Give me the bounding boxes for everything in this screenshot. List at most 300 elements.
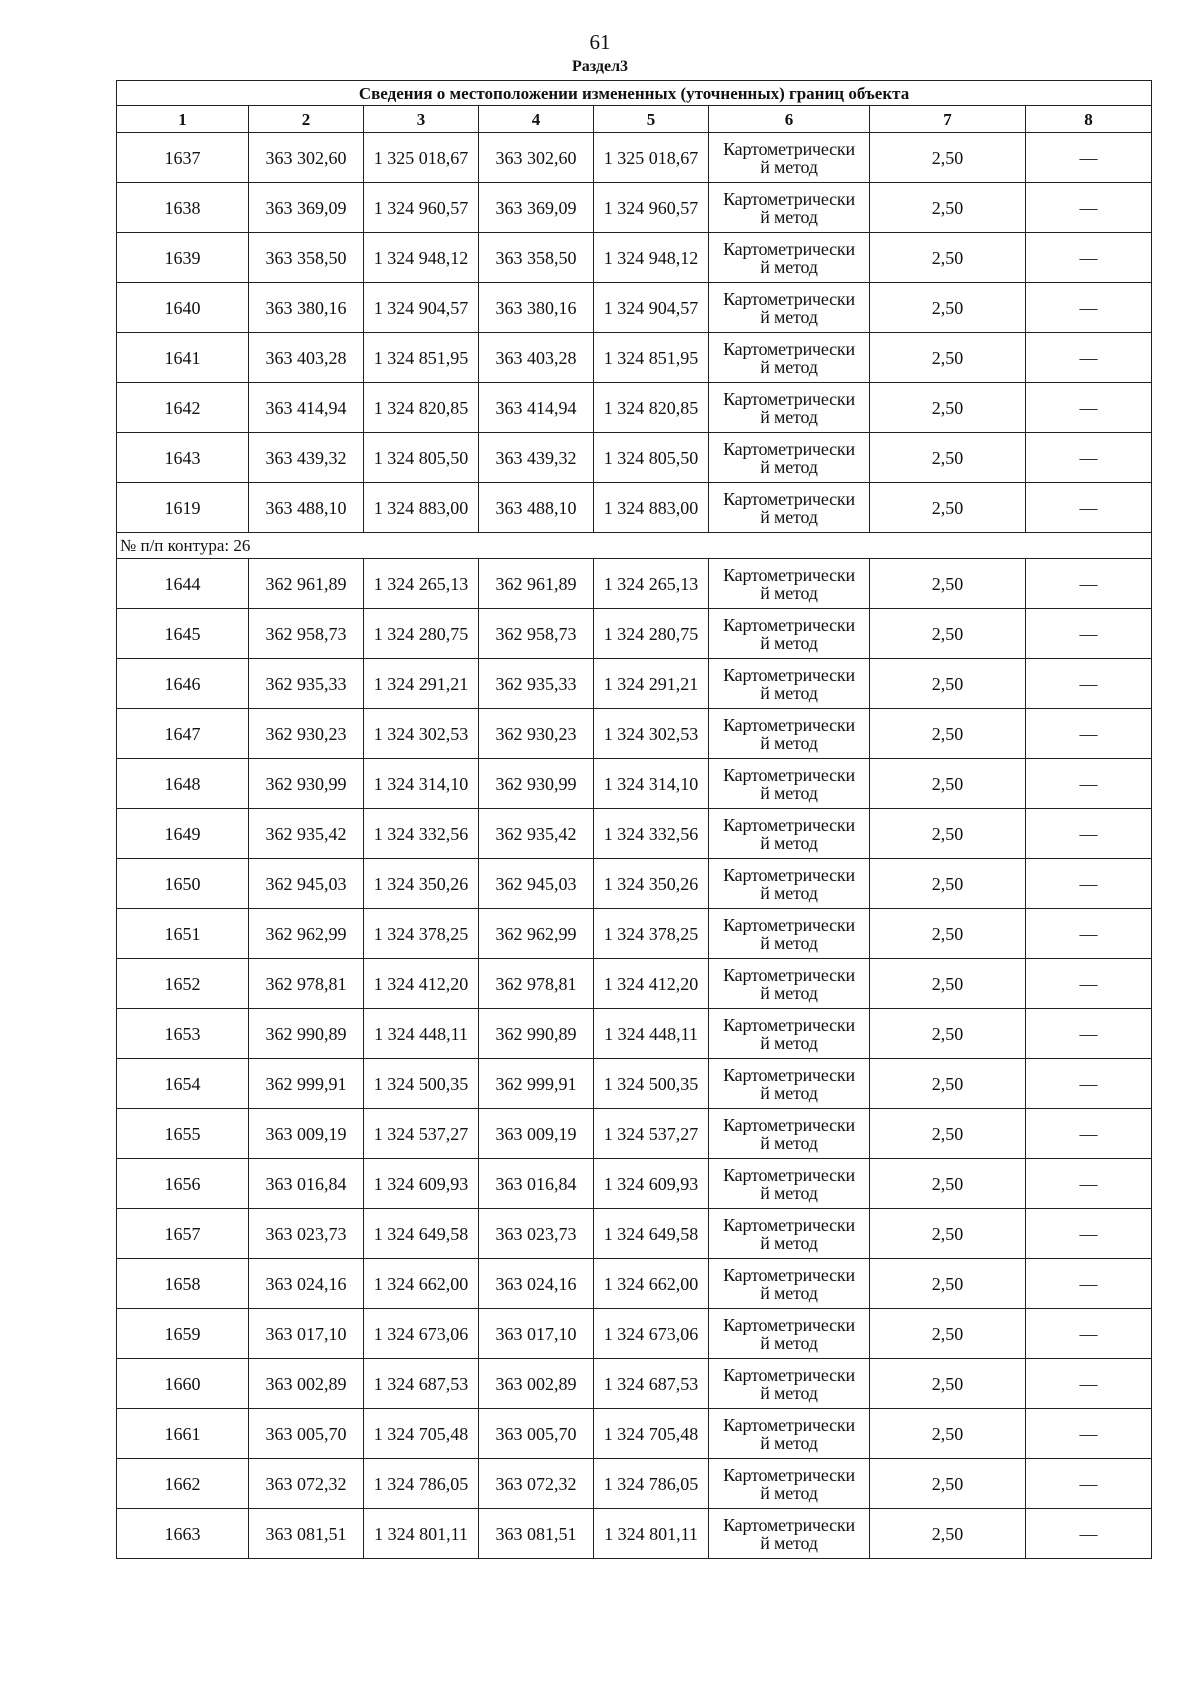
method-text: й метод bbox=[760, 1432, 818, 1453]
method-text: й метод bbox=[760, 1332, 818, 1353]
method-cell bbox=[709, 333, 870, 383]
table-cell: 1 324 687,53 bbox=[594, 1359, 709, 1409]
table-cell: — bbox=[1026, 1409, 1152, 1459]
table-cell: — bbox=[1026, 1309, 1152, 1359]
table-cell: — bbox=[1026, 333, 1152, 383]
table-body bbox=[117, 133, 1152, 1559]
table-row bbox=[117, 1509, 1152, 1559]
method-cell bbox=[709, 759, 870, 809]
method-cell bbox=[709, 959, 870, 1009]
table-cell: 363 005,70 bbox=[249, 1409, 364, 1459]
table-cell: 363 023,73 bbox=[479, 1209, 594, 1259]
table-cell: 2,50 bbox=[870, 1159, 1026, 1209]
method-text: й метод bbox=[760, 1232, 818, 1253]
table-cell: 1644 bbox=[117, 559, 249, 609]
table-cell: 363 358,50 bbox=[249, 233, 364, 283]
table-cell: 363 488,10 bbox=[249, 483, 364, 533]
table-row bbox=[117, 859, 1152, 909]
table-cell: 1 324 851,95 bbox=[364, 333, 479, 383]
method-text: Картометрически bbox=[723, 1214, 855, 1235]
table-cell: 362 958,73 bbox=[479, 609, 594, 659]
table-cell: 1 324 350,26 bbox=[594, 859, 709, 909]
table-cell: 1 324 291,21 bbox=[364, 659, 479, 709]
method-cell bbox=[709, 433, 870, 483]
method-cell bbox=[709, 1509, 870, 1559]
section-title: Раздел3 bbox=[571, 58, 629, 75]
table-cell: 363 380,16 bbox=[249, 283, 364, 333]
table-cell: 363 009,19 bbox=[249, 1109, 364, 1159]
table-cell: — bbox=[1026, 1509, 1152, 1559]
method-text: Картометрически bbox=[723, 764, 855, 785]
table-cell: 1 324 883,00 bbox=[364, 483, 479, 533]
table-cell: 1 324 265,13 bbox=[364, 559, 479, 609]
table-cell: 363 380,16 bbox=[479, 283, 594, 333]
method-text: Картометрически bbox=[723, 238, 855, 259]
method-cell bbox=[709, 1459, 870, 1509]
table-cell: 2,50 bbox=[870, 433, 1026, 483]
contour-label-row bbox=[117, 533, 1152, 559]
method-cell bbox=[709, 559, 870, 609]
table-cell: 1619 bbox=[117, 483, 249, 533]
column-header: 7 bbox=[870, 106, 1026, 133]
table-cell: 362 962,99 bbox=[249, 909, 364, 959]
table-row bbox=[117, 1159, 1152, 1209]
table-cell: 1650 bbox=[117, 859, 249, 909]
table-cell: 362 930,99 bbox=[479, 759, 594, 809]
table-row bbox=[117, 1259, 1152, 1309]
table-cell: 1 324 687,53 bbox=[364, 1359, 479, 1409]
column-header-row bbox=[117, 106, 1152, 133]
table-cell: 363 488,10 bbox=[479, 483, 594, 533]
table-cell: 363 017,10 bbox=[479, 1309, 594, 1359]
table-cell: 2,50 bbox=[870, 1259, 1026, 1309]
table-cell: 2,50 bbox=[870, 909, 1026, 959]
method-text: Картометрически bbox=[723, 864, 855, 885]
table-cell: — bbox=[1026, 1009, 1152, 1059]
method-text: Картометрически bbox=[723, 288, 855, 309]
table-cell: 1655 bbox=[117, 1109, 249, 1159]
method-text: Картометрически bbox=[723, 714, 855, 735]
table-cell: — bbox=[1026, 483, 1152, 533]
method-text: Картометрически bbox=[723, 914, 855, 935]
method-text: й метод bbox=[760, 406, 818, 427]
table-cell: 1 324 851,95 bbox=[594, 333, 709, 383]
method-cell bbox=[709, 1259, 870, 1309]
table-cell: 362 962,99 bbox=[479, 909, 594, 959]
table-cell: 1658 bbox=[117, 1259, 249, 1309]
table-cell: 1645 bbox=[117, 609, 249, 659]
table-cell: 1 324 412,20 bbox=[364, 959, 479, 1009]
table-cell: 362 999,91 bbox=[479, 1059, 594, 1109]
method-cell bbox=[709, 1059, 870, 1109]
table-cell: 1641 bbox=[117, 333, 249, 383]
table-cell: 1 324 378,25 bbox=[364, 909, 479, 959]
table-cell: 363 414,94 bbox=[479, 383, 594, 433]
table-cell: 1 325 018,67 bbox=[364, 133, 479, 183]
table-cell: 362 935,42 bbox=[249, 809, 364, 859]
table-cell: — bbox=[1026, 183, 1152, 233]
table-cell: 2,50 bbox=[870, 759, 1026, 809]
method-text: й метод bbox=[760, 1382, 818, 1403]
method-cell bbox=[709, 483, 870, 533]
table-cell: — bbox=[1026, 433, 1152, 483]
method-text: й метод bbox=[760, 832, 818, 853]
method-text: Картометрически bbox=[723, 1114, 855, 1135]
table-row bbox=[117, 1009, 1152, 1059]
table-cell: — bbox=[1026, 133, 1152, 183]
table-cell: 1660 bbox=[117, 1359, 249, 1409]
table-cell: 1 324 265,13 bbox=[594, 559, 709, 609]
table-row bbox=[117, 233, 1152, 283]
table-row bbox=[117, 1209, 1152, 1259]
table-cell: 363 023,73 bbox=[249, 1209, 364, 1259]
table-cell: 363 005,70 bbox=[479, 1409, 594, 1459]
method-text: Картометрически bbox=[723, 1514, 855, 1535]
table-cell: 363 024,16 bbox=[249, 1259, 364, 1309]
table-cell: 1 324 662,00 bbox=[364, 1259, 479, 1309]
table-cell: 363 302,60 bbox=[249, 133, 364, 183]
table-cell: 1 324 291,21 bbox=[594, 659, 709, 709]
table-cell: 362 930,23 bbox=[479, 709, 594, 759]
table-cell: 1 324 609,93 bbox=[594, 1159, 709, 1209]
table-cell: 1 325 018,67 bbox=[594, 133, 709, 183]
table-cell: — bbox=[1026, 959, 1152, 1009]
method-text: Картометрически bbox=[723, 1014, 855, 1035]
column-header: 5 bbox=[594, 106, 709, 133]
table-cell: 1 324 904,57 bbox=[364, 283, 479, 333]
method-text: й метод bbox=[760, 306, 818, 327]
table-cell: 1 324 801,11 bbox=[594, 1509, 709, 1559]
table-cell: 1 324 378,25 bbox=[594, 909, 709, 959]
table-cell: — bbox=[1026, 1109, 1152, 1159]
table-cell: 1 324 786,05 bbox=[364, 1459, 479, 1509]
method-text: Картометрически bbox=[723, 488, 855, 509]
table-cell: 1 324 332,56 bbox=[364, 809, 479, 859]
table-row bbox=[117, 133, 1152, 183]
table-cell: — bbox=[1026, 1259, 1152, 1309]
table-cell: 1 324 948,12 bbox=[364, 233, 479, 283]
table-row bbox=[117, 609, 1152, 659]
method-text: й метод bbox=[760, 1082, 818, 1103]
table-cell: 1 324 537,27 bbox=[594, 1109, 709, 1159]
table-cell: — bbox=[1026, 859, 1152, 909]
table-row bbox=[117, 809, 1152, 859]
table-cell: 2,50 bbox=[870, 283, 1026, 333]
table-cell: 1 324 705,48 bbox=[364, 1409, 479, 1459]
page-number: 61 bbox=[589, 30, 611, 54]
table-cell: 363 016,84 bbox=[249, 1159, 364, 1209]
table-cell: 1637 bbox=[117, 133, 249, 183]
table-cell: 1662 bbox=[117, 1459, 249, 1509]
method-text: й метод bbox=[760, 206, 818, 227]
method-text: Картометрически bbox=[723, 814, 855, 835]
table-cell: 1643 bbox=[117, 433, 249, 483]
table-cell: — bbox=[1026, 609, 1152, 659]
table-cell: 1 324 314,10 bbox=[594, 759, 709, 809]
table-cell: 1656 bbox=[117, 1159, 249, 1209]
table-row bbox=[117, 1409, 1152, 1459]
table-cell: 363 358,50 bbox=[479, 233, 594, 283]
method-text: Картометрически bbox=[723, 138, 855, 159]
method-text: й метод bbox=[760, 732, 818, 753]
table-cell: 1 324 302,53 bbox=[594, 709, 709, 759]
column-header: 1 bbox=[117, 106, 249, 133]
table-cell: 1642 bbox=[117, 383, 249, 433]
table-cell: 1 324 500,35 bbox=[364, 1059, 479, 1109]
method-text: Картометрически bbox=[723, 1414, 855, 1435]
table-cell: 2,50 bbox=[870, 1109, 1026, 1159]
table-cell: 1 324 801,11 bbox=[364, 1509, 479, 1559]
boundary-table bbox=[116, 80, 1152, 1559]
table-cell: 363 017,10 bbox=[249, 1309, 364, 1359]
table-cell: 1 324 314,10 bbox=[364, 759, 479, 809]
method-text: Картометрически bbox=[723, 564, 855, 585]
method-text: Картометрически bbox=[723, 438, 855, 459]
table-cell: 363 302,60 bbox=[479, 133, 594, 183]
method-text: й метод bbox=[760, 582, 818, 603]
table-cell: 362 999,91 bbox=[249, 1059, 364, 1109]
method-text: Картометрически bbox=[723, 1264, 855, 1285]
table-row bbox=[117, 559, 1152, 609]
table-cell: 1 324 649,58 bbox=[594, 1209, 709, 1259]
table-cell: 2,50 bbox=[870, 709, 1026, 759]
table-cell: 1 324 537,27 bbox=[364, 1109, 479, 1159]
table-cell: 363 439,32 bbox=[479, 433, 594, 483]
method-text: Картометрически bbox=[723, 664, 855, 685]
table-cell: 1 324 805,50 bbox=[364, 433, 479, 483]
table-cell: 1 324 673,06 bbox=[594, 1309, 709, 1359]
table-row bbox=[117, 433, 1152, 483]
method-cell bbox=[709, 1109, 870, 1159]
table-cell: 2,50 bbox=[870, 859, 1026, 909]
table-cell: 2,50 bbox=[870, 133, 1026, 183]
table-cell: 1659 bbox=[117, 1309, 249, 1359]
method-text: Картометрически bbox=[723, 188, 855, 209]
table-title: Сведения о местоположении измененных (уточненных) границ объекта bbox=[117, 81, 1152, 106]
table-cell: 2,50 bbox=[870, 559, 1026, 609]
table-cell: 363 009,19 bbox=[479, 1109, 594, 1159]
table-row bbox=[117, 283, 1152, 333]
table-cell: 1 324 786,05 bbox=[594, 1459, 709, 1509]
method-cell bbox=[709, 283, 870, 333]
table-cell: — bbox=[1026, 809, 1152, 859]
table-cell: 362 958,73 bbox=[249, 609, 364, 659]
table-cell: — bbox=[1026, 383, 1152, 433]
table-row bbox=[117, 1359, 1152, 1409]
table-row bbox=[117, 1109, 1152, 1159]
column-header: 3 bbox=[364, 106, 479, 133]
method-cell bbox=[709, 233, 870, 283]
table-cell: 1640 bbox=[117, 283, 249, 333]
table-cell: — bbox=[1026, 233, 1152, 283]
method-text: й метод bbox=[760, 1482, 818, 1503]
table-cell: 363 403,28 bbox=[479, 333, 594, 383]
table-row bbox=[117, 959, 1152, 1009]
table-cell: 362 935,42 bbox=[479, 809, 594, 859]
table-cell: 1654 bbox=[117, 1059, 249, 1109]
table-cell: 2,50 bbox=[870, 1209, 1026, 1259]
column-header: 4 bbox=[479, 106, 594, 133]
table-cell: 362 935,33 bbox=[249, 659, 364, 709]
table-cell: 362 990,89 bbox=[479, 1009, 594, 1059]
table-cell: 1652 bbox=[117, 959, 249, 1009]
table-row bbox=[117, 759, 1152, 809]
table-cell: 1 324 820,85 bbox=[594, 383, 709, 433]
table-cell: — bbox=[1026, 909, 1152, 959]
table-cell: 362 961,89 bbox=[249, 559, 364, 609]
table-cell: — bbox=[1026, 559, 1152, 609]
table-cell: 1 324 500,35 bbox=[594, 1059, 709, 1109]
column-header: 8 bbox=[1026, 106, 1152, 133]
table-cell: 2,50 bbox=[870, 183, 1026, 233]
table-cell: 1639 bbox=[117, 233, 249, 283]
table-cell: 363 002,89 bbox=[479, 1359, 594, 1409]
table-cell: 2,50 bbox=[870, 383, 1026, 433]
method-text: й метод bbox=[760, 1032, 818, 1053]
table-cell: 1 324 350,26 bbox=[364, 859, 479, 909]
table-cell: 363 369,09 bbox=[479, 183, 594, 233]
table-row bbox=[117, 483, 1152, 533]
table-cell: 1653 bbox=[117, 1009, 249, 1059]
table-cell: 363 369,09 bbox=[249, 183, 364, 233]
table-cell: 2,50 bbox=[870, 1009, 1026, 1059]
method-text: Картометрически bbox=[723, 1064, 855, 1085]
table-row bbox=[117, 383, 1152, 433]
table-cell: 1 324 649,58 bbox=[364, 1209, 479, 1259]
method-cell bbox=[709, 859, 870, 909]
method-text: й метод bbox=[760, 882, 818, 903]
table-cell: 2,50 bbox=[870, 233, 1026, 283]
method-text: й метод bbox=[760, 1532, 818, 1553]
table-cell: 1 324 904,57 bbox=[594, 283, 709, 333]
table-cell: 362 935,33 bbox=[479, 659, 594, 709]
table-cell: 1 324 412,20 bbox=[594, 959, 709, 1009]
table-cell: — bbox=[1026, 709, 1152, 759]
table-cell: 2,50 bbox=[870, 1409, 1026, 1459]
table-cell: 1661 bbox=[117, 1409, 249, 1459]
table-row bbox=[117, 909, 1152, 959]
table-cell: 363 024,16 bbox=[479, 1259, 594, 1309]
method-text: й метод bbox=[760, 156, 818, 177]
method-text: й метод bbox=[760, 356, 818, 377]
method-cell bbox=[709, 1159, 870, 1209]
method-text: й метод bbox=[760, 632, 818, 653]
table-cell: — bbox=[1026, 1209, 1152, 1259]
table-cell: 363 081,51 bbox=[249, 1509, 364, 1559]
method-text: Картометрически bbox=[723, 964, 855, 985]
table-cell: 2,50 bbox=[870, 1359, 1026, 1409]
table-cell: 363 072,32 bbox=[479, 1459, 594, 1509]
contour-label: № п/п контура: 26 bbox=[117, 533, 1152, 559]
method-text: й метод bbox=[760, 932, 818, 953]
table-row bbox=[117, 1309, 1152, 1359]
table-cell: 2,50 bbox=[870, 1459, 1026, 1509]
method-cell bbox=[709, 1359, 870, 1409]
table-cell: 362 930,99 bbox=[249, 759, 364, 809]
table-cell: 362 945,03 bbox=[249, 859, 364, 909]
table-cell: — bbox=[1026, 659, 1152, 709]
method-cell bbox=[709, 383, 870, 433]
method-cell bbox=[709, 183, 870, 233]
table-cell: 1 324 705,48 bbox=[594, 1409, 709, 1459]
table-cell: 362 930,23 bbox=[249, 709, 364, 759]
table-cell: 1 324 280,75 bbox=[594, 609, 709, 659]
table-cell: 1 324 883,00 bbox=[594, 483, 709, 533]
method-text: Картометрически bbox=[723, 614, 855, 635]
method-cell bbox=[709, 1009, 870, 1059]
table-cell: 1646 bbox=[117, 659, 249, 709]
table-cell: 2,50 bbox=[870, 1309, 1026, 1359]
table-cell: 1648 bbox=[117, 759, 249, 809]
table-cell: 1 324 332,56 bbox=[594, 809, 709, 859]
table-cell: 2,50 bbox=[870, 1059, 1026, 1109]
method-text: Картометрически bbox=[723, 1314, 855, 1335]
method-text: й метод bbox=[760, 682, 818, 703]
table-cell: 1638 bbox=[117, 183, 249, 233]
method-text: й метод bbox=[760, 256, 818, 277]
table-cell: — bbox=[1026, 1459, 1152, 1509]
table-cell: — bbox=[1026, 1059, 1152, 1109]
table-cell: 2,50 bbox=[870, 659, 1026, 709]
table-row bbox=[117, 183, 1152, 233]
method-text: й метод bbox=[760, 1282, 818, 1303]
table-row bbox=[117, 333, 1152, 383]
table-cell: 362 945,03 bbox=[479, 859, 594, 909]
table-cell: — bbox=[1026, 1359, 1152, 1409]
method-cell bbox=[709, 909, 870, 959]
method-cell bbox=[709, 709, 870, 759]
method-cell bbox=[709, 1209, 870, 1259]
method-text: Картометрически bbox=[723, 1464, 855, 1485]
method-cell bbox=[709, 809, 870, 859]
table-cell: 1 324 280,75 bbox=[364, 609, 479, 659]
table-cell: 1 324 820,85 bbox=[364, 383, 479, 433]
table-cell: 362 978,81 bbox=[249, 959, 364, 1009]
table-row bbox=[117, 659, 1152, 709]
table-cell: 363 072,32 bbox=[249, 1459, 364, 1509]
table-cell: 1 324 448,11 bbox=[364, 1009, 479, 1059]
table-cell: 363 002,89 bbox=[249, 1359, 364, 1409]
method-cell bbox=[709, 1309, 870, 1359]
table-cell: 2,50 bbox=[870, 959, 1026, 1009]
table-row bbox=[117, 709, 1152, 759]
method-text: й метод bbox=[760, 506, 818, 527]
table-cell: 2,50 bbox=[870, 609, 1026, 659]
method-text: й метод bbox=[760, 982, 818, 1003]
column-header: 6 bbox=[709, 106, 870, 133]
table-cell: 1 324 673,06 bbox=[364, 1309, 479, 1359]
table-cell: 2,50 bbox=[870, 483, 1026, 533]
table-cell: 1 324 662,00 bbox=[594, 1259, 709, 1309]
table-cell: 1 324 448,11 bbox=[594, 1009, 709, 1059]
method-text: й метод bbox=[760, 456, 818, 477]
table-cell: 1649 bbox=[117, 809, 249, 859]
method-text: й метод bbox=[760, 1132, 818, 1153]
method-text: й метод bbox=[760, 1182, 818, 1203]
table-cell: 1 324 960,57 bbox=[364, 183, 479, 233]
table-cell: 362 978,81 bbox=[479, 959, 594, 1009]
method-text: Картометрически bbox=[723, 388, 855, 409]
table-cell: 1 324 609,93 bbox=[364, 1159, 479, 1209]
table-cell: 363 403,28 bbox=[249, 333, 364, 383]
table-cell: 363 016,84 bbox=[479, 1159, 594, 1209]
method-cell bbox=[709, 659, 870, 709]
table-cell: 1 324 948,12 bbox=[594, 233, 709, 283]
method-cell bbox=[709, 133, 870, 183]
table-cell: — bbox=[1026, 1159, 1152, 1209]
method-text: Картометрически bbox=[723, 1364, 855, 1385]
table-cell: 1 324 302,53 bbox=[364, 709, 479, 759]
